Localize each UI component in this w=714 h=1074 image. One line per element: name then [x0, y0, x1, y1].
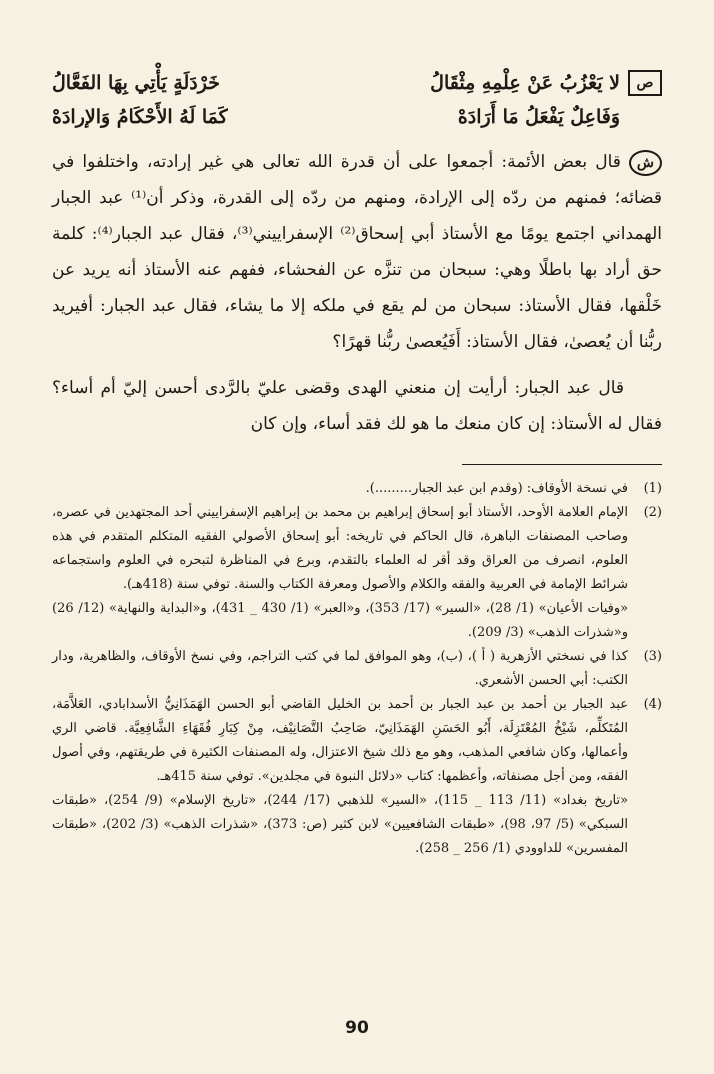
footnote-sources: «وفيات الأعيان» (1/ 28)، «السير» (17/ 353)، و«العبر» (1/ 430 _ 431)، و«البداية والنهاية» (12/ 26) و«شذرات الذهب» (3/ 209). — [52, 601, 629, 640]
footnotes — [52, 477, 662, 861]
footnote-text: عبد الجبار بن أحمد بن عبد الجبار بن أحمد بن الخليل القاضي أبو الحسن الهَمَذَانِيُّ الأسدابادي، العَلاَّمَة، المُتَكلِّم، شَيْخُ المُعْتَزِلَة، أَبُو الحَسَنِ الهَمَذَانِيّ، صَاحِبُ التَّصَانِيْف، مِنْ كِبَارِ فُقَهَاءِ الشَّافِعِيَّة. قاضي الري وأعمالها، وكان شافعي المذهب، وهو مع ذلك شيخ الاعتزال، وله المصنفات الكثيرة في طريقتهم، وفي أصول الفقه، ومن أجل مصنفاته، وأعظمها: كتاب «دلائل النبوة في مجلدين». توفي سنة 415هـ. — [52, 697, 628, 784]
footnote-1 — [52, 477, 662, 501]
footnote-text: الإمام العلامة الأوحد، الأستاذ أبو إسحاق إبراهيم بن محمد بن إبراهيم الإسفراييني أحد المجتهدين في عصره، وصاحب المصنفات الباهرة، قال الحاكم في تاريخه: أبو إسحاق الأصولي الفقيه المتكلم المتقدم في هذه العلوم، انصرف من العراق وقد أقر له العلماء بالتقدم، وبرع في المناظرة لتبحره في العلوم واستجماعه شرائط الإمامة في العربية والفقه والكلام والأصول ومعرفة الكتاب والسنة. توفي سنة (418هـ). — [52, 505, 628, 592]
footnote-sources: «تاريخ بغداد» (11/ 113 _ 115)، «السير» للذهبي (17/ 244)، «تاريخ الإسلام» (9/ 254)، «طبقات السبكي» (5/ 97، 98)، «طبقات الشافعيين» لابن كثير (ص: 373)، «شذرات الذهب» (3/ 202)، «طبقات المفسرين» للداوودي (1/ 256 _ 258). — [52, 793, 629, 856]
commentary-paragraph-1-text: قال بعض الأئمة: أجمعوا على أن قدرة الله تعالى هي غير إرادته، واختلفوا في قضائه؛ فمنهم من ردّه إلى الإرادة، ومنهم من ردّه إلى القدرة، وذكر أن⁽¹⁾ عبد الجبار الهمداني اجتمع يومًا مع الأستاذ أبي إسحاق⁽²⁾ الإسفراييني⁽³⁾، فقال عبد الجبار⁽⁴⁾: كلمة حق أراد بها باطلًا وهي: سبحان من تنزَّه عن الفحشاء، ففهم عنه الأستاذ أنه يريد عن خَلْقها، فقال الأستاذ: سبحان من لم يقع في ملكه إلا ما يشاء، فقال عبد الجبار: أفيريد ربُّنا أن يُعصىٰ، فقال الأستاذ: أَفَيُعصىٰ ربُّنا قهرًا؟ — [52, 152, 662, 352]
footnote-separator — [462, 464, 662, 465]
verse-marker-badge: ص — [628, 70, 662, 96]
commentary-marker-badge: ش — [629, 150, 662, 176]
commentary-paragraph-1 — [52, 144, 662, 360]
footnote-4 — [52, 693, 662, 861]
verse-hemistich-1b: خَرْدَلَةٍ يَأْتِي بِهَا الفَعَّالُ — [52, 72, 220, 94]
footnote-number: (4) — [643, 697, 662, 712]
page-number: 90 — [345, 1018, 369, 1038]
commentary-block — [52, 144, 662, 442]
footnote-number: (1) — [643, 481, 662, 496]
commentary-paragraph-2: قال عبد الجبار: أرأيت إن منعني الهدى وقضى عليّ بالرَّدى أحسن إليّ أم أساء؟ فقال له الأستاذ: إن كان منعك ما هو لك فقد أساء، وإن كان — [52, 378, 662, 434]
footnote-2 — [52, 501, 662, 645]
footnote-text: كذا في نسختي الأزهرية ( أ )، (ب)، وهو الموافق لما في كتب التراجم، وفي نسخ الأوقاف، والظاهرية، ودار الكتب: أبي الحسن الأشعري. — [52, 649, 628, 688]
verse-line-2 — [52, 100, 620, 134]
footnote-number: (3) — [643, 649, 662, 664]
verse-hemistich-2a: وَفَاعِلٌ يَفْعَلُ مَا أَرَادَهْ — [457, 106, 620, 128]
footnote-number: (2) — [643, 505, 662, 520]
verse-block — [52, 66, 662, 134]
verse-line-1 — [52, 66, 620, 100]
footnote-text: في نسخة الأوقاف: (وقدم ابن عبد الجبار.........). — [365, 481, 628, 496]
page-content — [52, 66, 662, 861]
verse-hemistich-1a: لا يَعْزُبُ عَنْ عِلْمِهِ مِثْقَالُ — [430, 72, 620, 94]
verse-hemistich-2b: كَمَا لَهُ الأَحْكَامُ وَالإرادَهْ — [52, 106, 228, 128]
footnote-3 — [52, 645, 662, 693]
